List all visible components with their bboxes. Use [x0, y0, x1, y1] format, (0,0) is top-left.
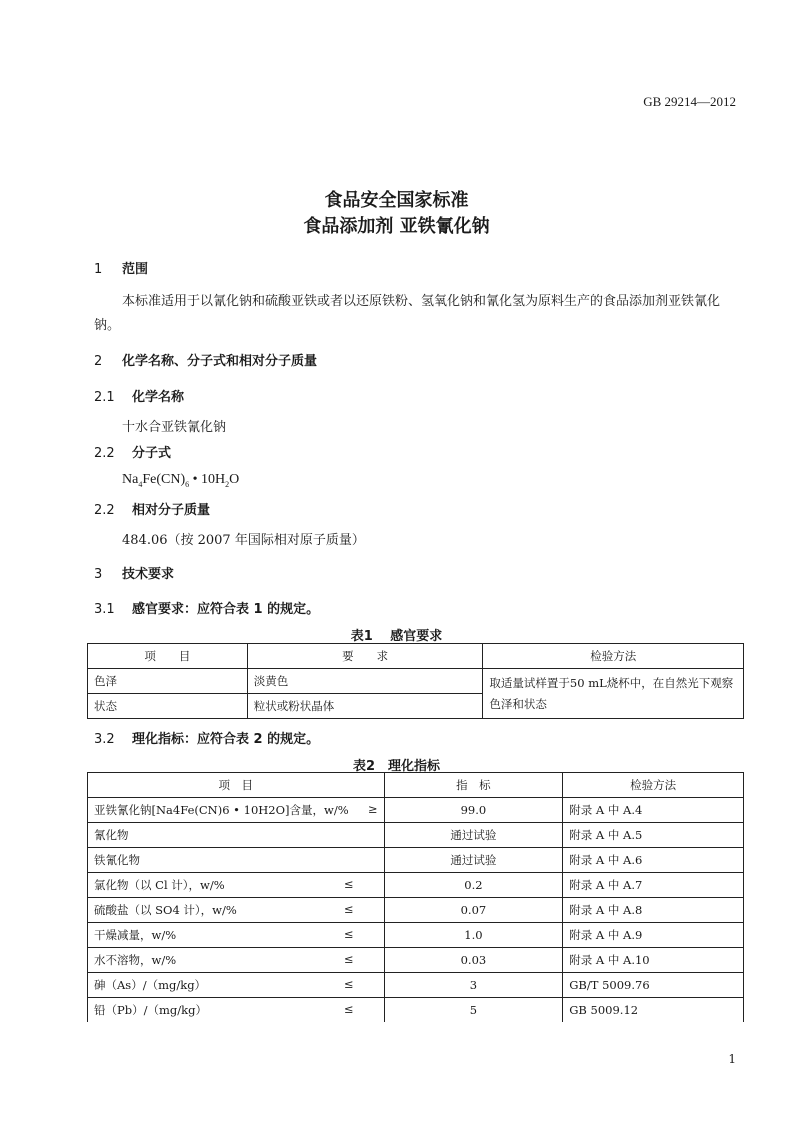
table-header-row	[88, 773, 744, 798]
item-cell: 氰化物	[88, 823, 385, 848]
method-cell: 附录 A 中 A.4	[563, 798, 744, 823]
item-cell: 亚铁氰化钠[Na4Fe(CN)6 • 10H2O]含量，w/% ≥	[88, 798, 385, 823]
section-2-2-mass-heading	[94, 499, 210, 518]
molecular-mass: 484.06（按 2007 年国际相对原子质量）	[122, 533, 365, 548]
item-cell: 氯化物（以 Cl 计），w/% ≤	[88, 873, 385, 898]
section-title: 化学名称	[132, 390, 185, 405]
table-row	[88, 923, 744, 948]
value-cell: 通过试验	[384, 823, 563, 848]
value-cell: 0.2	[384, 873, 563, 898]
section-1-body: 本标准适用于以氰化钠和硫酸亚铁或者以还原铁粉、氢氧化钠和氰化氢为原料生产的食品添加剂亚铁氰化钠。	[94, 294, 721, 333]
method-cell: GB 5009.12	[563, 998, 744, 1023]
table-row	[88, 973, 744, 998]
section-number: 2.2	[94, 503, 115, 518]
value-cell: 3	[384, 973, 563, 998]
table-row	[88, 873, 744, 898]
section-title: 范围	[122, 262, 149, 277]
page-number: 1	[728, 1052, 736, 1066]
sensory-requirements-table	[87, 643, 744, 719]
section-2-heading	[94, 350, 317, 369]
doc-title-sub: 食品添加剂 亚铁氰化钠	[303, 216, 490, 237]
section-title: 化学名称、分子式和相对分子质量	[122, 354, 318, 369]
item-cell: 色泽	[88, 669, 248, 694]
item-cell: 干燥减量，w/% ≤	[88, 923, 385, 948]
section-1-heading	[94, 258, 148, 277]
column-header: 指 标	[384, 773, 563, 798]
value-cell: 0.07	[384, 898, 563, 923]
operator: ≥	[367, 802, 378, 816]
operator: ≤	[343, 977, 354, 991]
value-cell: 1.0	[384, 923, 563, 948]
column-header: 要 求	[247, 644, 483, 669]
item-cell: 铁氰化物	[88, 848, 385, 873]
section-number: 3.1	[94, 602, 115, 617]
method-cell: 附录 A 中 A.9	[563, 923, 744, 948]
table-row	[88, 998, 744, 1023]
method-cell: 附录 A 中 A.5	[563, 823, 744, 848]
item-cell: 铅（Pb）/（mg/kg） ≤	[88, 998, 385, 1023]
value-cell: 5	[384, 998, 563, 1023]
table-row	[88, 669, 744, 694]
section-number: 3.2	[94, 732, 115, 747]
method-cell: 附录 A 中 A.7	[563, 873, 744, 898]
section-title: 相对分子质量	[132, 503, 211, 518]
chemical-name: 十水合亚铁氰化钠	[122, 420, 227, 435]
table-row	[88, 848, 744, 873]
column-header: 项 目	[88, 773, 385, 798]
table-row	[88, 798, 744, 823]
method-cell: 附录 A 中 A.8	[563, 898, 744, 923]
operator: ≤	[343, 927, 354, 941]
item-cell: 砷（As）/（mg/kg） ≤	[88, 973, 385, 998]
method-cell: 取适量试样置于50 mL烧杯中，在自然光下观察色泽和状态	[483, 669, 744, 719]
doc-title-main: 食品安全国家标准	[324, 190, 469, 211]
table-header-row	[88, 644, 744, 669]
operator: ≤	[343, 877, 354, 891]
table-row	[88, 948, 744, 973]
method-cell: 附录 A 中 A.10	[563, 948, 744, 973]
molecular-formula: $Na_4Fe(CN)_6$ • $10H_2O$	[122, 472, 240, 489]
standard-number: GB 29214—2012	[643, 94, 736, 109]
section-title: 技术要求	[122, 567, 175, 582]
item-cell: 水不溶物，w/% ≤	[88, 948, 385, 973]
table-row	[88, 898, 744, 923]
table-1-caption: 表1 感官要求	[350, 629, 443, 644]
section-3-heading	[94, 563, 174, 582]
section-number: 2.2	[94, 446, 115, 461]
table-row	[88, 823, 744, 848]
section-2-1-heading	[94, 386, 184, 405]
section-number: 2	[94, 354, 103, 369]
method-cell: 附录 A 中 A.6	[563, 848, 744, 873]
item-cell: 硫酸盐（以 SO4 计），w/% ≤	[88, 898, 385, 923]
section-number: 1	[94, 262, 103, 277]
table-2-caption: 表2 理化指标	[352, 759, 441, 774]
section-number: 3	[94, 567, 103, 582]
value-cell: 99.0	[384, 798, 563, 823]
section-title: 感官要求：应符合表 1 的规定。	[132, 602, 320, 617]
operator: ≤	[343, 952, 354, 966]
section-2-2-heading	[94, 442, 171, 461]
requirement-cell: 淡黄色	[247, 669, 483, 694]
column-header: 项 目	[88, 644, 248, 669]
operator: ≤	[343, 902, 354, 916]
operator: ≤	[343, 1002, 354, 1016]
section-3-2-heading	[94, 728, 319, 747]
value-cell: 0.03	[384, 948, 563, 973]
physicochemical-table	[87, 772, 744, 1022]
column-header: 检验方法	[483, 644, 744, 669]
section-number: 2.1	[94, 390, 115, 405]
section-title: 分子式	[132, 446, 172, 461]
section-title: 理化指标：应符合表 2 的规定。	[132, 732, 320, 747]
section-3-1-heading	[94, 598, 319, 617]
requirement-cell: 粒状或粉状晶体	[247, 694, 483, 719]
value-cell: 通过试验	[384, 848, 563, 873]
method-cell: GB/T 5009.76	[563, 973, 744, 998]
column-header: 检验方法	[563, 773, 744, 798]
item-cell: 状态	[88, 694, 248, 719]
